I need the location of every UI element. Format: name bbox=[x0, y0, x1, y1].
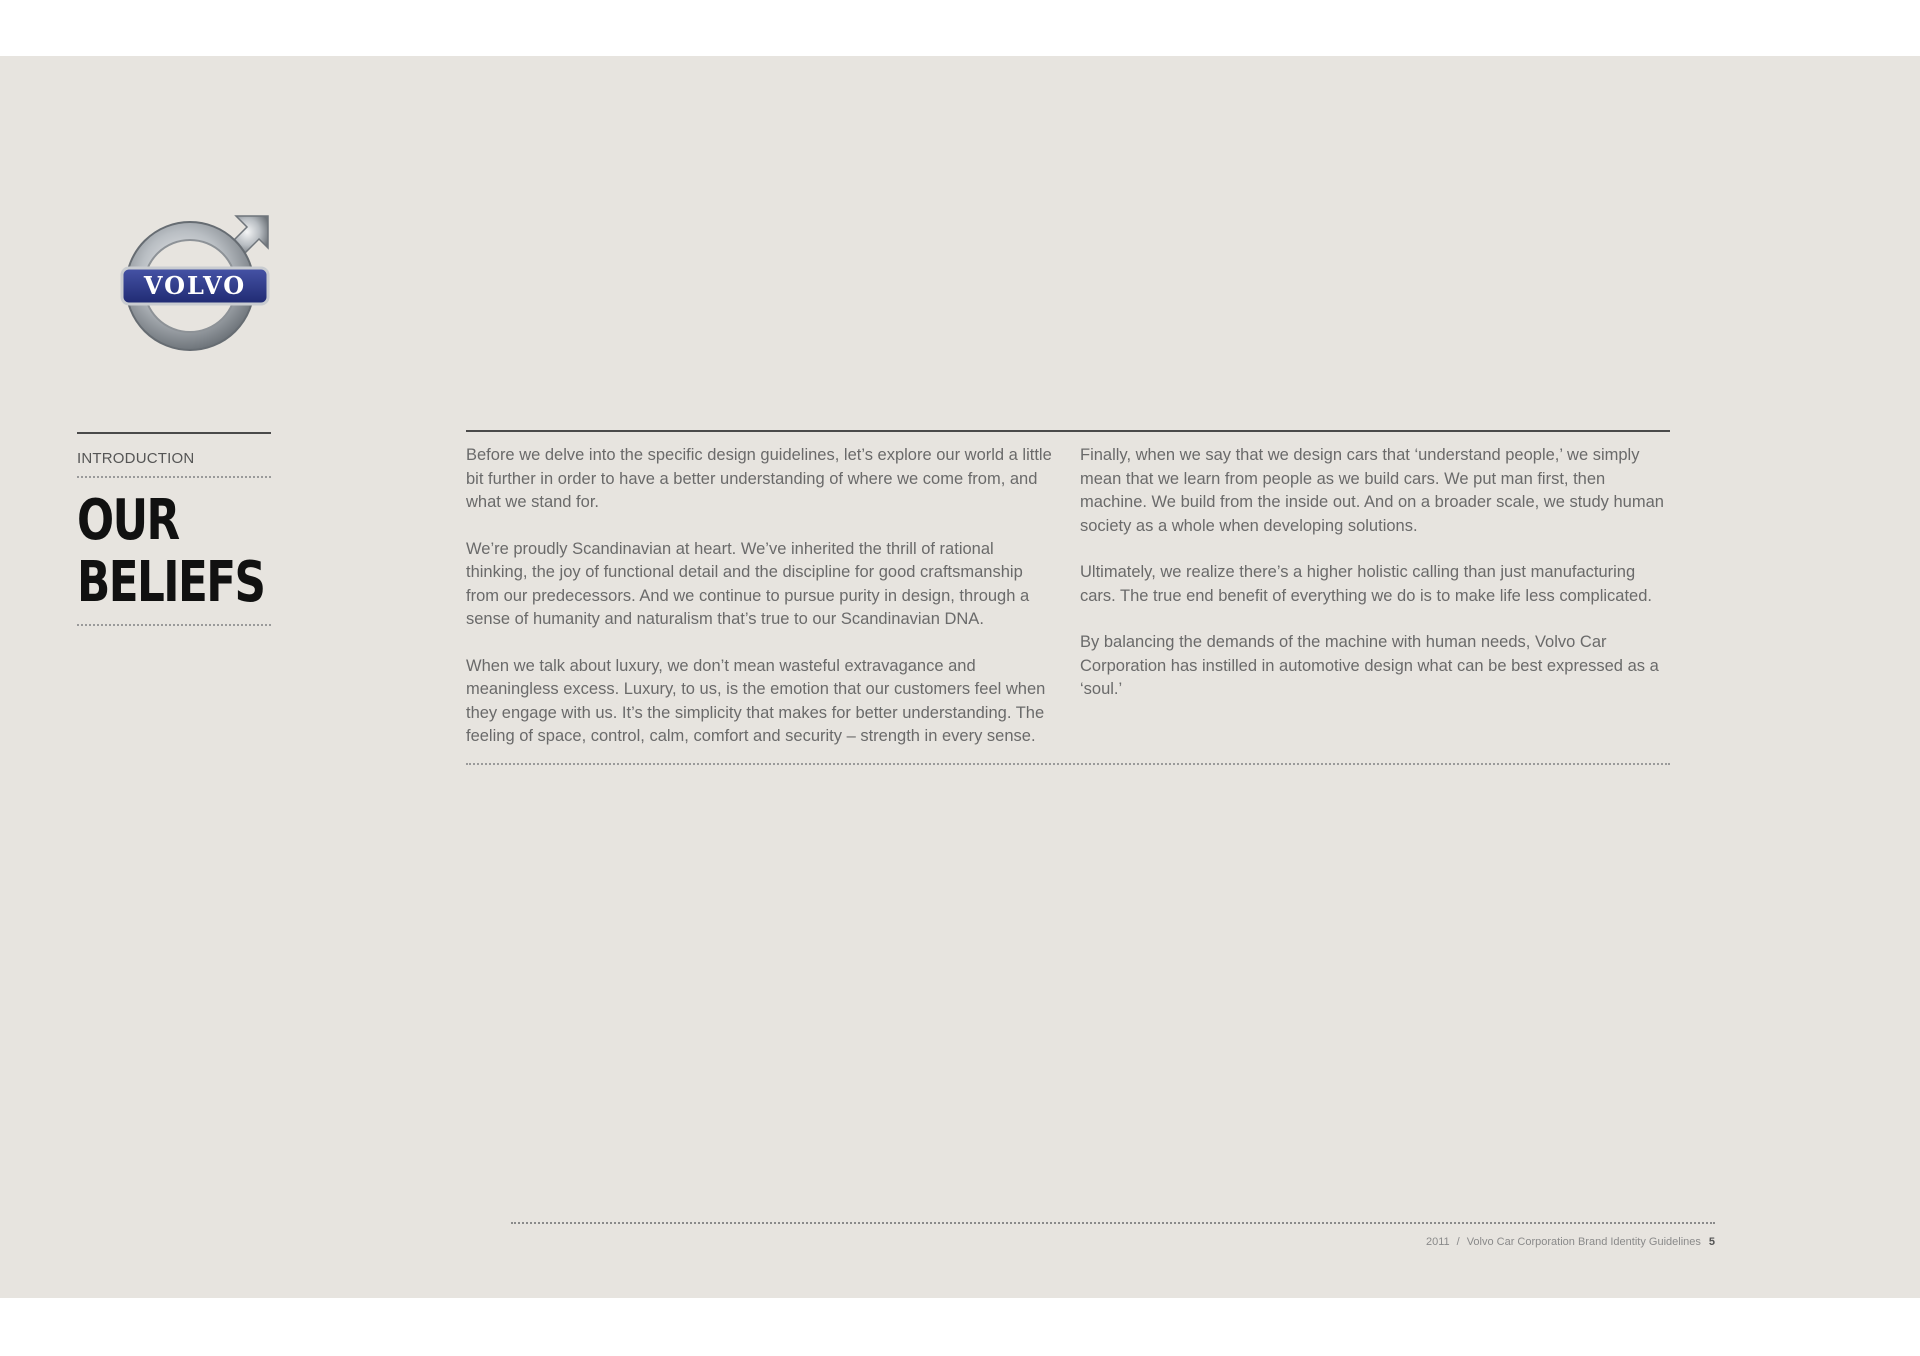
footer-year: 2011 bbox=[1425, 1236, 1450, 1248]
document-page bbox=[0, 56, 1920, 1298]
section-top-rule bbox=[77, 432, 271, 434]
paragraph: Finally, when we say that we design cars that ‘understand people,’ we simply mean that we learn from people as we build cars. We put man first, then machine. We build from the inside out. And on a broader scale, we study human society as a whole when developing solutions. bbox=[1080, 446, 1664, 535]
footer-document-title: Volvo Car Corporation Brand Identity Guidelines bbox=[1466, 1236, 1701, 1248]
right-column bbox=[1080, 444, 1670, 749]
body-content bbox=[466, 430, 1670, 765]
page-footer bbox=[1426, 1236, 1715, 1248]
content-bottom-dotted-rule bbox=[466, 763, 1670, 765]
footer-dotted-rule bbox=[511, 1222, 1715, 1224]
paragraph: Ultimately, we realize there’s a higher holistic calling than just manufacturing cars. The true end benefit of everything we do is to make life less complicated. bbox=[1080, 563, 1652, 605]
section-label: INTRODUCTION bbox=[77, 450, 195, 467]
section-header bbox=[77, 432, 271, 626]
paragraph: By balancing the demands of the machine with human needs, Volvo Car Corporation has instilled in automotive design what can be best expressed as a ‘soul.’ bbox=[1080, 633, 1659, 698]
page-title-line-1: OUR bbox=[77, 488, 179, 553]
section-bottom-dotted-rule bbox=[77, 624, 271, 626]
paragraph: When we talk about luxury, we don’t mean wasteful extravagance and meaningless excess. Luxury, to us, is the emotion that our customers feel when they engage with us. It’s the simplicity that makes for better understanding. The feeling of space, control, calm, comfort and security – strength in every sense. bbox=[466, 656, 1046, 745]
footer-separator: / bbox=[1456, 1236, 1460, 1248]
page-number: 5 bbox=[1708, 1236, 1715, 1248]
svg-text:VOLVO: VOLVO bbox=[143, 271, 247, 300]
page-title-line-2: BELIEFS bbox=[77, 550, 265, 615]
page-title bbox=[77, 488, 265, 615]
text-columns bbox=[466, 444, 1670, 749]
paragraph: We’re proudly Scandinavian at heart. We’ve inherited the thrill of rational thinking, the joy of functional detail and the discipline for good craftsmanship from our predecessors. And we continue to pursue purity in design, through a sense of humanity and naturalism that’s true to our Scandinavian DNA. bbox=[466, 539, 1030, 628]
content-top-rule bbox=[466, 430, 1670, 432]
paragraph: Before we delve into the specific design guidelines, let’s explore our world a little bit further in order to have a better understanding of where we come from, and what we stand for. bbox=[466, 446, 1052, 511]
volvo-logo-icon bbox=[118, 198, 278, 358]
section-dotted-rule bbox=[77, 476, 271, 478]
left-column bbox=[466, 444, 1056, 749]
volvo-logo bbox=[118, 198, 278, 358]
